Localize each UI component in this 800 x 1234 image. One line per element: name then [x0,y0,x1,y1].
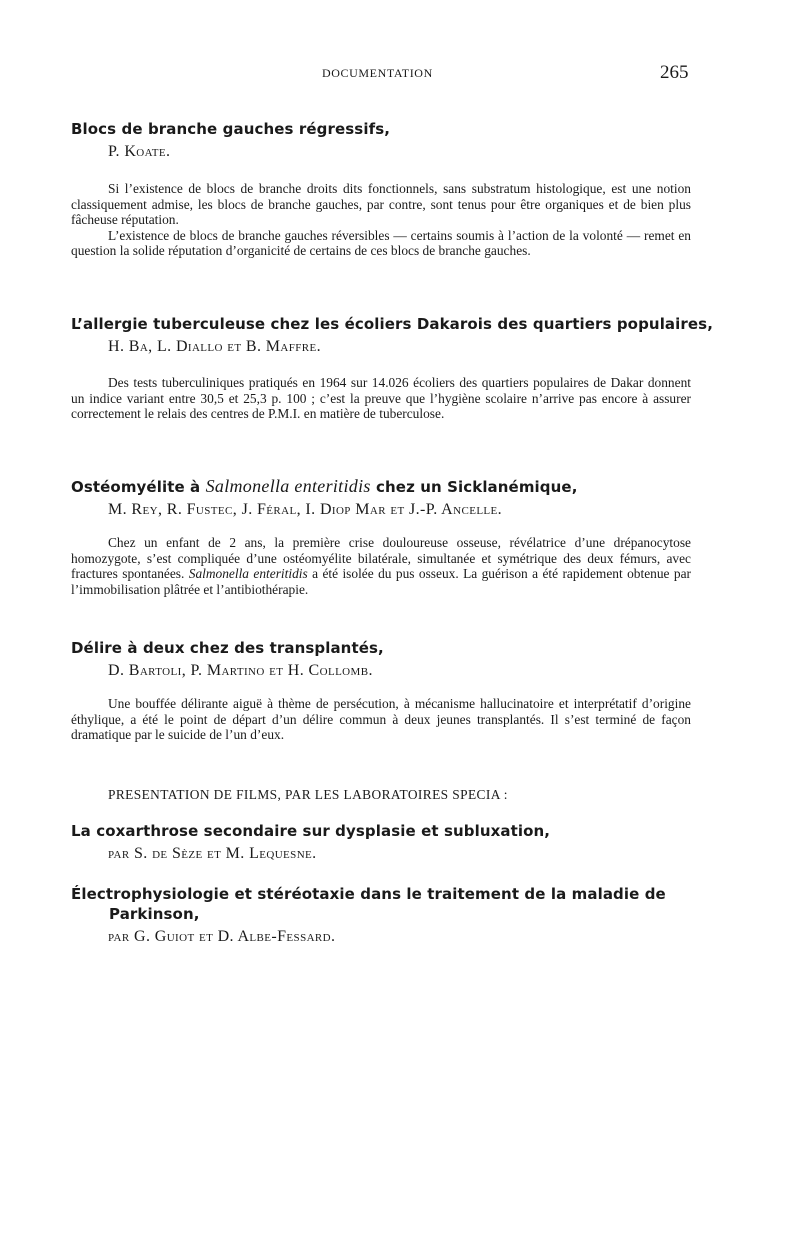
abstract-paragraph [71,535,691,597]
presentation-heading: PRESENTATION DE FILMS, PAR LES LABORATOIRES SPECIA : [108,787,508,802]
running-head [0,62,800,84]
article-allergie-tuberculeuse [71,314,713,422]
article-authors: D. Bartoli, P. Martino et H. Collomb. [108,662,373,679]
title-part: chez un Sicklanémique, [370,478,578,496]
film-authors: par G. Guiot et D. Albe-Fessard. [108,928,336,945]
film-authors: par S. de Sèze et M. Lequesne. [108,845,317,862]
article-authors: H. Ba, L. Diallo et B. Maffre. [108,338,322,355]
film-electrophysiologie [71,884,693,948]
abstract-paragraph: L’existence de blocs de branche gauches réversibles — certains soumis à l’action de la volonté — remet en question la solide réputation d’organicité de certains de ces blocs de branche gauches. [71,227,691,259]
film-coxarthrose [71,821,693,865]
article-osteomyelite [71,476,693,597]
article-authors: M. Rey, R. Fustec, J. Féral, I. Diop Mar et J.-P. Ancelle. [108,501,503,518]
article-blocs-de-branche [71,119,693,259]
article-title: Délire à deux chez des transplantés, [71,639,384,657]
article-abstract [71,696,691,743]
abstract-paragraph: Une bouffée délirante aiguë à thème de persécution, à mécanisme hallucinatoire et interprétatif d’origine éthylique, a été le point de départ d’un délire commun à deux jeunes transplantés. Il s’est terminé de façon dramatique par le suicide de l’un d’eux. [71,696,691,743]
paragraph-species-italic: Salmonella enteritidis [188,566,308,582]
title-part: Ostéomyélite à [71,478,206,496]
article-authors: P. Koate. [108,143,171,160]
title-species-italic: Salmonella enteritidis [205,476,371,496]
article-abstract [71,181,691,259]
article-abstract [71,375,691,422]
running-title: DOCUMENTATION [322,66,433,80]
page-number: 265 [660,62,689,83]
film-title: La coxarthrose secondaire sur dysplasie et subluxation, [71,822,551,840]
paragraph-part: a été isolée du pus osseux. La guérison a été rapidement obtenue par l’immobilisation plâtrée et l’antibiothérapie. [71,566,691,597]
abstract-paragraph: Des tests tuberculiniques pratiqués en 1964 sur 14.026 écoliers des quartiers populaires de Dakar donnent un indice variant entre 30,5 et 25,3 p. 100 ; c’est la preuve que l’hygiène scolaire n’arrive pas encore à assurer correctement le relais des centres de P.M.I. en matière de tuberculose. [71,375,691,422]
article-title: L’allergie tuberculeuse chez les écoliers Dakarois des quartiers populaires, [71,315,713,333]
article-delire-a-deux [71,638,693,743]
paragraph-part: Chez un enfant de 2 ans, la première crise douloureuse osseuse, révélatrice d’une drépanocytose homozygote, s’est compliquée d’une ostéomyélite bilatérale, simultanée et symétrique des deux fémurs, avec fractures spontanées. [71,535,691,582]
article-title [71,476,693,497]
article-title: Blocs de branche gauches régressifs, [71,120,391,138]
film-title: Électrophysiologie et stéréotaxie dans le traitement de la maladie de Parkinson, [71,885,666,923]
abstract-paragraph: Si l’existence de blocs de branche droits dits fonctionnels, sans substratum histologique, est une notion classiquement admise, les blocs de branche gauches, par contre, sont tenus pour être organiques et de bien plus fâcheuse réputation. [71,181,691,228]
article-abstract [71,535,691,597]
